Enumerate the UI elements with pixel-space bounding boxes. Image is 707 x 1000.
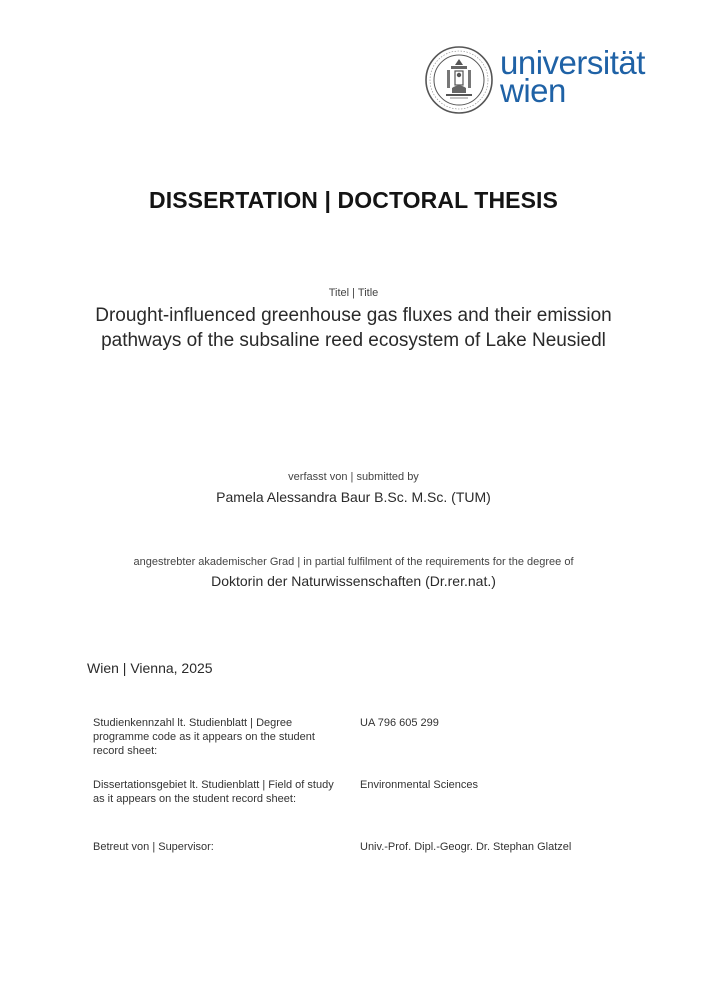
place-date: Wien | Vienna, 2025 [87,660,213,676]
detail-value: Univ.-Prof. Dipl.-Geogr. Dr. Stephan Glatzel [360,841,572,853]
detail-row-programme-code [93,716,613,778]
title-label: Titel | Title [328,287,379,299]
wordmark-line-2: wien [500,72,566,109]
thesis-title-line-2: pathways of the subsaline reed ecosystem of Lake Neusiedl [101,330,606,351]
detail-label: Dissertationsgebiet lt. Studienblatt | Field of study as it appears on the student record sheet: [93,779,334,805]
wordmark-line-1: universität [500,44,645,81]
details-table [93,716,613,870]
thesis-title [60,303,647,353]
university-wordmark [500,44,645,109]
detail-row-field-of-study [93,778,613,840]
detail-label: Studienkennzahl lt. Studienblatt | Degree programme code as it appears on the student record sheet: [93,717,315,757]
detail-row-supervisor [93,840,613,870]
degree-name: Doktorin der Naturwissenschaften (Dr.rer.nat.) [211,573,496,589]
university-logo [424,45,674,115]
degree-label: angestrebter akademischer Grad | in partial fulfilment of the requirements for the degree of [133,556,574,568]
author-label: verfasst von | submitted by [288,471,419,483]
author-name: Pamela Alessandra Baur B.Sc. M.Sc. (TUM) [216,489,491,505]
detail-value: Environmental Sciences [360,779,479,791]
detail-value: UA 796 605 299 [360,717,439,729]
document-type-heading: DISSERTATION | DOCTORAL THESIS [149,187,558,213]
university-seal-icon [424,45,494,115]
detail-label: Betreut von | Supervisor: [93,841,214,853]
thesis-title-line-1: Drought-influenced greenhouse gas fluxes and their emission [95,305,612,326]
